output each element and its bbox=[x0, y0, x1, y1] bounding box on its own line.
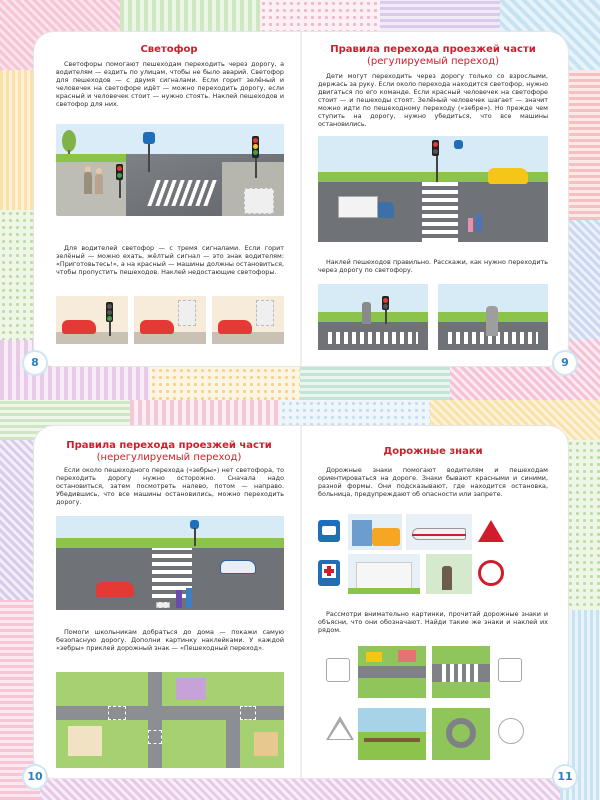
page-card bbox=[34, 426, 568, 778]
crossing-green-scene bbox=[438, 284, 548, 350]
page-title: Дорожные знаки bbox=[383, 446, 483, 457]
page-text: Помоги школьникам добраться до дома — покажи самую безопасную дорогу. Дополни картинку наклейками. У каждой «зебры» приклей дорожный знак — «Пешеходный переход». bbox=[56, 628, 284, 652]
crossing-red-scene bbox=[318, 284, 428, 350]
roundabout-scene bbox=[432, 708, 490, 760]
page-text: Светофоры помогают пешеходам переходить через дорогу, а водителям — ездить по улицам, чтобы не было аварий. Светофор для пешеходов — с двумя сигналами. Если горит зелёный и человечек на светофоре идёт — можно переходить дорогу, если красный и человечек стоит — нужно стоять. Наклей пешеходов и светофор для них. bbox=[56, 60, 284, 108]
page-subtitle: (регулируемый переход) bbox=[366, 56, 500, 67]
bus-stop-photo bbox=[348, 514, 402, 550]
unregulated-crossing-illustration bbox=[56, 516, 284, 610]
page-title-main: Правила перехода проезжей части bbox=[330, 44, 536, 55]
parking-scene bbox=[358, 646, 426, 698]
crosswalk-scene bbox=[432, 646, 490, 698]
page-number: 8 bbox=[24, 352, 46, 374]
scene-green-light bbox=[56, 296, 128, 344]
scene-red-light bbox=[212, 296, 284, 344]
sticker-slot-triangle-inner bbox=[329, 722, 351, 739]
regulated-crossing-illustration bbox=[318, 136, 548, 242]
page-gutter bbox=[300, 426, 302, 778]
hospital-photo bbox=[348, 554, 420, 594]
town-map-illustration bbox=[56, 672, 284, 768]
page-number: 11 bbox=[554, 766, 576, 788]
no-pedestrians-sign bbox=[478, 560, 504, 586]
page-text: Рассмотри внимательно картинки, прочитай дорожные знаки и объясни, что они обозначают. Найди такие же знаки и наклей их рядом. bbox=[318, 610, 548, 634]
page-title: Светофор bbox=[140, 44, 198, 55]
page-gutter bbox=[300, 32, 302, 366]
crosswalk-illustration bbox=[56, 124, 284, 216]
page-text: Если около пешеходного перехода («зебры») нет светофора, то переходить дорогу нужно осторожно. Сначала надо остановиться, затем посмотреть налево, потом — направо. Убедившись, что все машины остановились, можно переходить дорогу. bbox=[56, 466, 284, 506]
page-number: 9 bbox=[554, 352, 576, 374]
page-text: Для водителей светофор — с тремя сигналами. Если горит зелёный — можно ехать, жёлтый сигнал — это знак водителям: «Приготовьтесь!», а на красный — машины должны остановиться, чтобы пропустить пешеходов. Наклей недостающие светофоры. bbox=[56, 244, 284, 276]
road-work-photo bbox=[426, 554, 472, 594]
page-subtitle: (нерегулируемый переход) bbox=[96, 452, 242, 463]
sticker-slot-circle bbox=[498, 718, 524, 744]
scene-yellow-light bbox=[134, 296, 206, 344]
train-photo bbox=[406, 514, 472, 550]
spread-pages-10-11 bbox=[0, 400, 600, 800]
page-card bbox=[34, 32, 568, 366]
page-title bbox=[44, 440, 294, 464]
railway-crossing-sign bbox=[478, 520, 504, 542]
page-title-main: Правила перехода проезжей части bbox=[66, 440, 272, 451]
sticker-slot-square bbox=[326, 658, 350, 682]
page-title bbox=[306, 44, 560, 68]
page-text: Наклей пешеходов правильно. Расскажи, как нужно переходить через дорогу по светофору. bbox=[318, 258, 548, 274]
page-number: 10 bbox=[24, 766, 46, 788]
sticker-slot-square-2 bbox=[498, 658, 522, 682]
railway-scene bbox=[358, 708, 426, 760]
page-text: Дорожные знаки помогают водителям и пешеходам ориентироваться на дороге. Знаки бывают красными и синими, разной формы. Они подсказывают, где находится остановка, больница, предупреждают об опасности или запрете. bbox=[318, 466, 548, 498]
bus-stop-sign bbox=[318, 520, 340, 542]
hospital-sign bbox=[318, 560, 340, 586]
page-text: Дети могут переходить через дорогу только со взрослыми, держась за руку. Если около перехода находится светофор, нужно двигаться по его команде. Если красный человечек на светофоре стоит — и пешеходы стоят. Зелёный человечек шагает — значит можно идти по пешеходному переходу («зебре»). Но прежде чем ступить на дорогу, нужно убедиться, что все машины остановились. bbox=[318, 72, 548, 128]
